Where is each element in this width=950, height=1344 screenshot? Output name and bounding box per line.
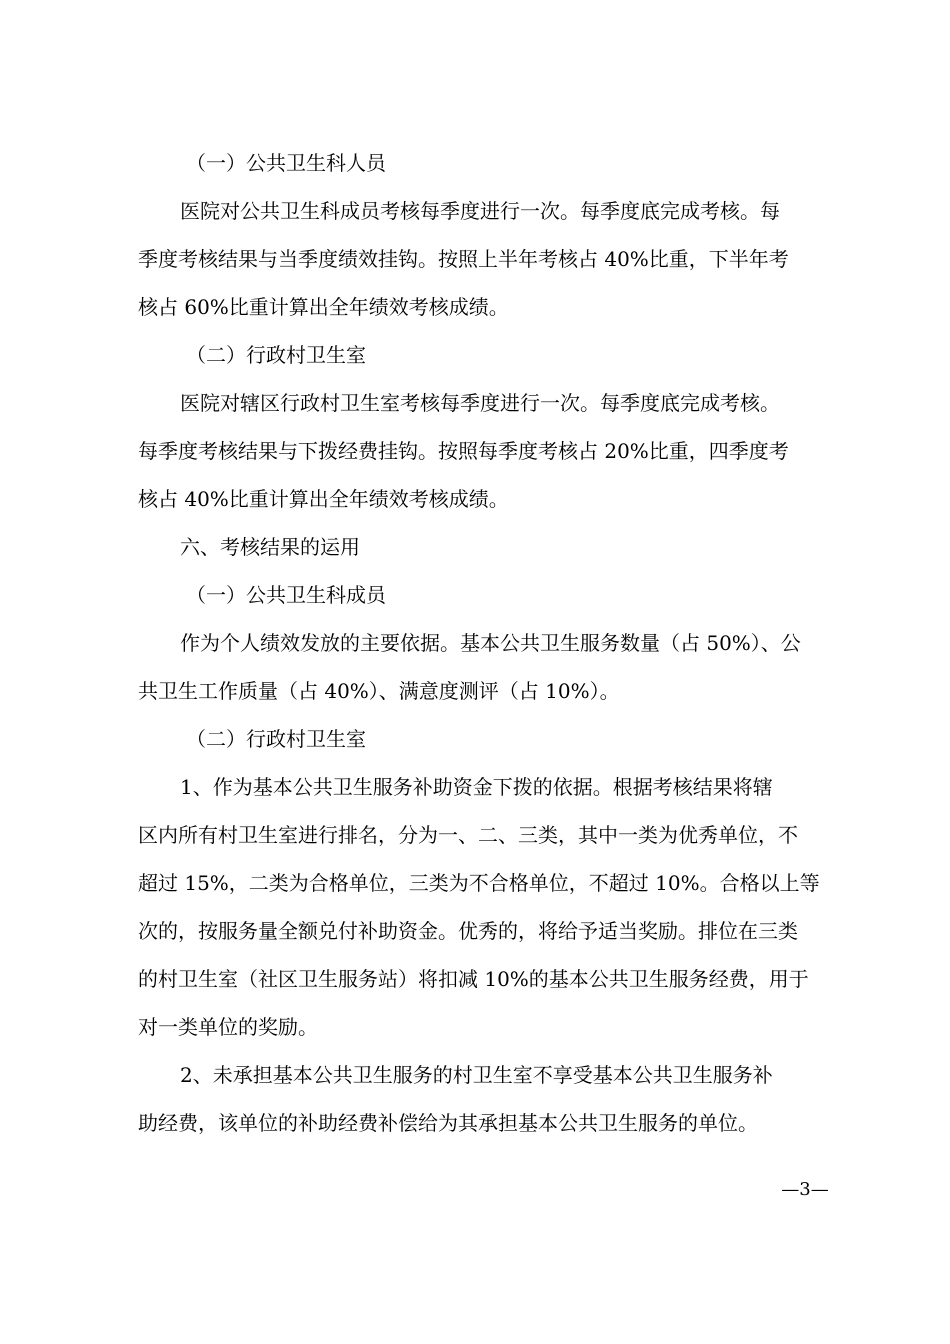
- paragraph-line: 区内所有村卫生室进行排名，分为一、二、三类，其中一类为优秀单位，不: [138, 823, 798, 847]
- paragraph-line: 医院对公共卫生科成员考核每季度进行一次。每季度底完成考核。每: [180, 199, 780, 223]
- subheading-public-health-members: （一）公共卫生科成员: [186, 583, 386, 607]
- paragraph-line: 核占 60%比重计算出全年绩效考核成绩。: [138, 295, 509, 319]
- paragraph-line: 的村卫生室（社区卫生服务站）将扣减 10%的基本公共卫生服务经费，用于: [138, 967, 809, 991]
- paragraph-line: 次的，按服务量全额兑付补助资金。优秀的，将给予适当奖励。排位在三类: [138, 919, 798, 943]
- paragraph-line: 核占 40%比重计算出全年绩效考核成绩。: [138, 487, 509, 511]
- paragraph-line: 作为个人绩效发放的主要依据。基本公共卫生服务数量（占 50%）、公: [180, 631, 801, 655]
- paragraph-line: 助经费，该单位的补助经费补偿给为其承担基本公共卫生服务的单位。: [138, 1111, 758, 1135]
- subheading-public-health-staff: （一）公共卫生科人员: [186, 151, 386, 175]
- subheading-village-clinic-2: （二）行政村卫生室: [186, 727, 366, 751]
- paragraph-line: 超过 15%，二类为合格单位，三类为不合格单位，不超过 10%。合格以上等: [138, 871, 820, 895]
- paragraph-line: 医院对辖区行政村卫生室考核每季度进行一次。每季度底完成考核。: [180, 391, 780, 415]
- paragraph-line: 2、未承担基本公共卫生服务的村卫生室不享受基本公共卫生服务补: [180, 1063, 773, 1087]
- section-heading-results-usage: 六、考核结果的运用: [180, 535, 360, 559]
- page-number: —3—: [781, 1179, 829, 1200]
- paragraph-line: 每季度考核结果与下拨经费挂钩。按照每季度考核占 20%比重，四季度考: [138, 439, 789, 463]
- subheading-village-clinic: （二）行政村卫生室: [186, 343, 366, 367]
- paragraph-line: 对一类单位的奖励。: [138, 1015, 318, 1039]
- paragraph-line: 共卫生工作质量（占 40%）、满意度测评（占 10%）。: [138, 679, 620, 703]
- paragraph-line: 季度考核结果与当季度绩效挂钩。按照上半年考核占 40%比重，下半年考: [138, 247, 789, 271]
- paragraph-line: 1、作为基本公共卫生服务补助资金下拨的依据。根据考核结果将辖: [180, 775, 773, 799]
